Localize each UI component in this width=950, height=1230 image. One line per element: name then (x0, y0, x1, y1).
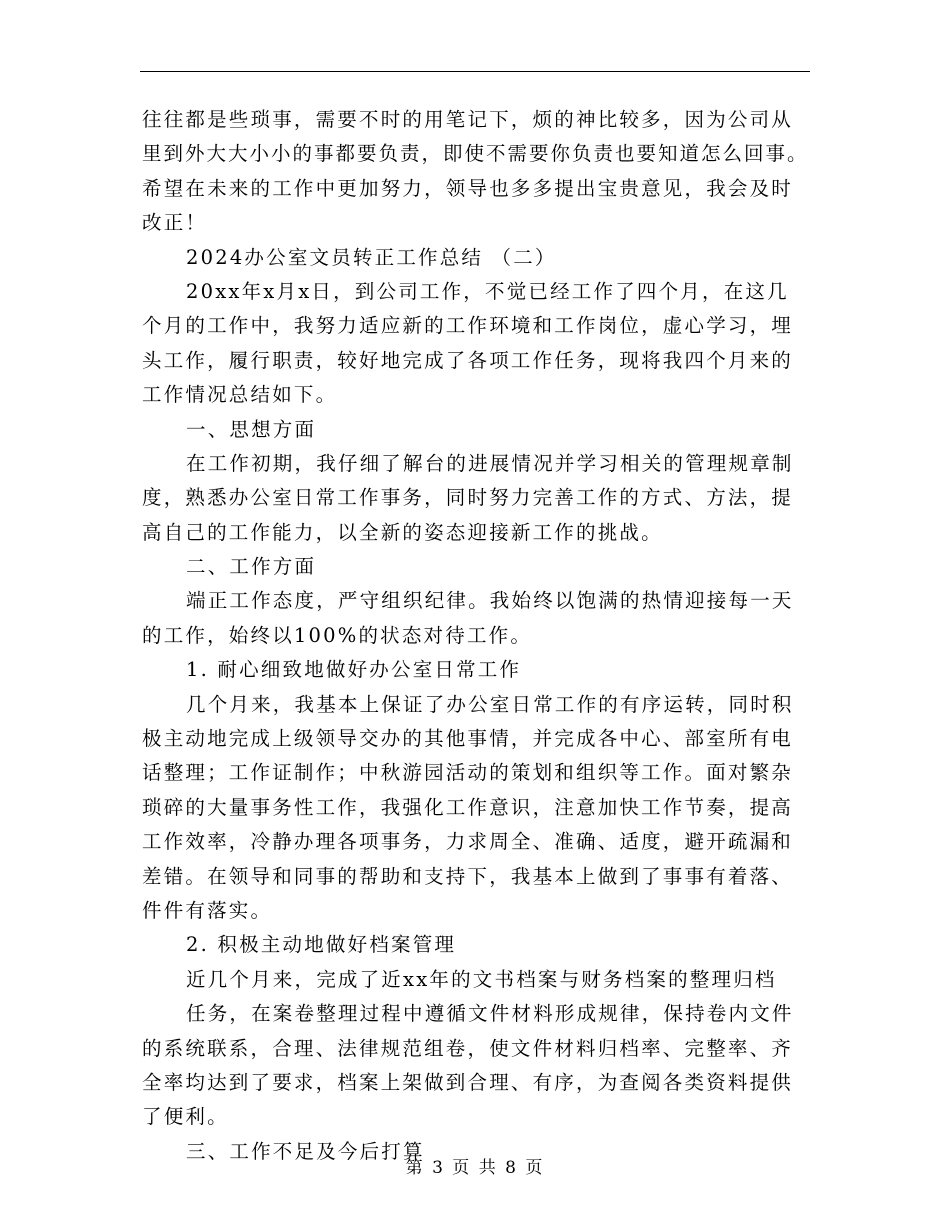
text-line: 的工作，始终以100%的状态对待工作。 (142, 623, 533, 647)
text-line: 琐碎的大量事务性工作，我强化工作意识，注意加快工作节奏，提高 (142, 795, 794, 819)
text-line: 改正！ (142, 211, 208, 235)
text-line: 2. 积极主动地做好档案管理 (186, 933, 457, 957)
text-line: 的系统联系，合理、法律规范组卷，使文件材料归档率、完整率、齐 (142, 1036, 794, 1060)
page-footer (0, 1153, 950, 1178)
text-line: 端正工作态度，严守组织纪律。我始终以饱满的热情迎接每一天 (186, 589, 794, 613)
text-line: 近几个月来，完成了近xx年的文书档案与财务档案的整理归档 (186, 967, 777, 991)
text-line: 度，熟悉办公室日常工作事务，同时努力完善工作的方式、方法，提 (142, 486, 794, 510)
text-line: 工作情况总结如下。 (142, 383, 338, 407)
text-line: 在工作初期，我仔细了解台的进展情况并学习相关的管理规章制 (186, 451, 794, 475)
text-line: 希望在未来的工作中更加努力，领导也多多提出宝贵意见，我会及时 (142, 176, 794, 200)
text-line: 2024办公室文员转正工作总结 （二） (186, 245, 557, 269)
text-line: 高自己的工作能力，以全新的姿态迎接新工作的挑战。 (142, 520, 663, 544)
text-line: 全率均达到了要求，档案上架做到合理、有序，为查阅各类资料提供 (142, 1070, 794, 1094)
text-line: 一、思想方面 (186, 417, 317, 441)
document-body (142, 103, 812, 1169)
text-line: 件件有落实。 (142, 898, 273, 922)
text-line: 三、工作不足及今后打算 (186, 1139, 425, 1163)
text-line: 几个月来，我基本上保证了办公室日常工作的有序运转，同时积 (186, 692, 794, 716)
text-line: 差错。在领导和同事的帮助和支持下，我基本上做到了事事有着落、 (142, 864, 794, 888)
text-line: 里到外大大小小的事都要负责，即使不需要你负责也要知道怎么回事。 (142, 142, 809, 166)
text-line: 20xx年x月x日，到公司工作，不觉已经工作了四个月，在这几 (186, 279, 789, 303)
text-line: 二、工作方面 (186, 555, 317, 579)
text-line: 个月的工作中，我努力适应新的工作环境和工作岗位，虚心学习，埋 (142, 314, 794, 338)
text-line: 工作效率，冷静办理各项事务，力求周全、准确、适度，避开疏漏和 (142, 830, 794, 854)
page-number-label: 第 3 页 共 8 页 (405, 1158, 545, 1178)
text-line: 任务，在案卷整理过程中遵循文件材料形成规律，保持卷内文件 (186, 1002, 794, 1026)
text-line: 了便利。 (142, 1105, 229, 1129)
text-line: 头工作，履行职责，较好地完成了各项工作任务，现将我四个月来的 (142, 348, 794, 372)
text-line: 往往都是些琐事，需要不时的用笔记下，烦的神比较多，因为公司从 (142, 108, 794, 131)
header-rule (140, 71, 810, 72)
text-line: 1. 耐心细致地做好办公室日常工作 (186, 658, 522, 682)
text-line: 极主动地完成上级领导交办的其他事情，并完成各中心、部室所有电 (142, 727, 794, 751)
text-line: 话整理；工作证制作；中秋游园活动的策划和组织等工作。面对繁杂 (142, 761, 794, 785)
